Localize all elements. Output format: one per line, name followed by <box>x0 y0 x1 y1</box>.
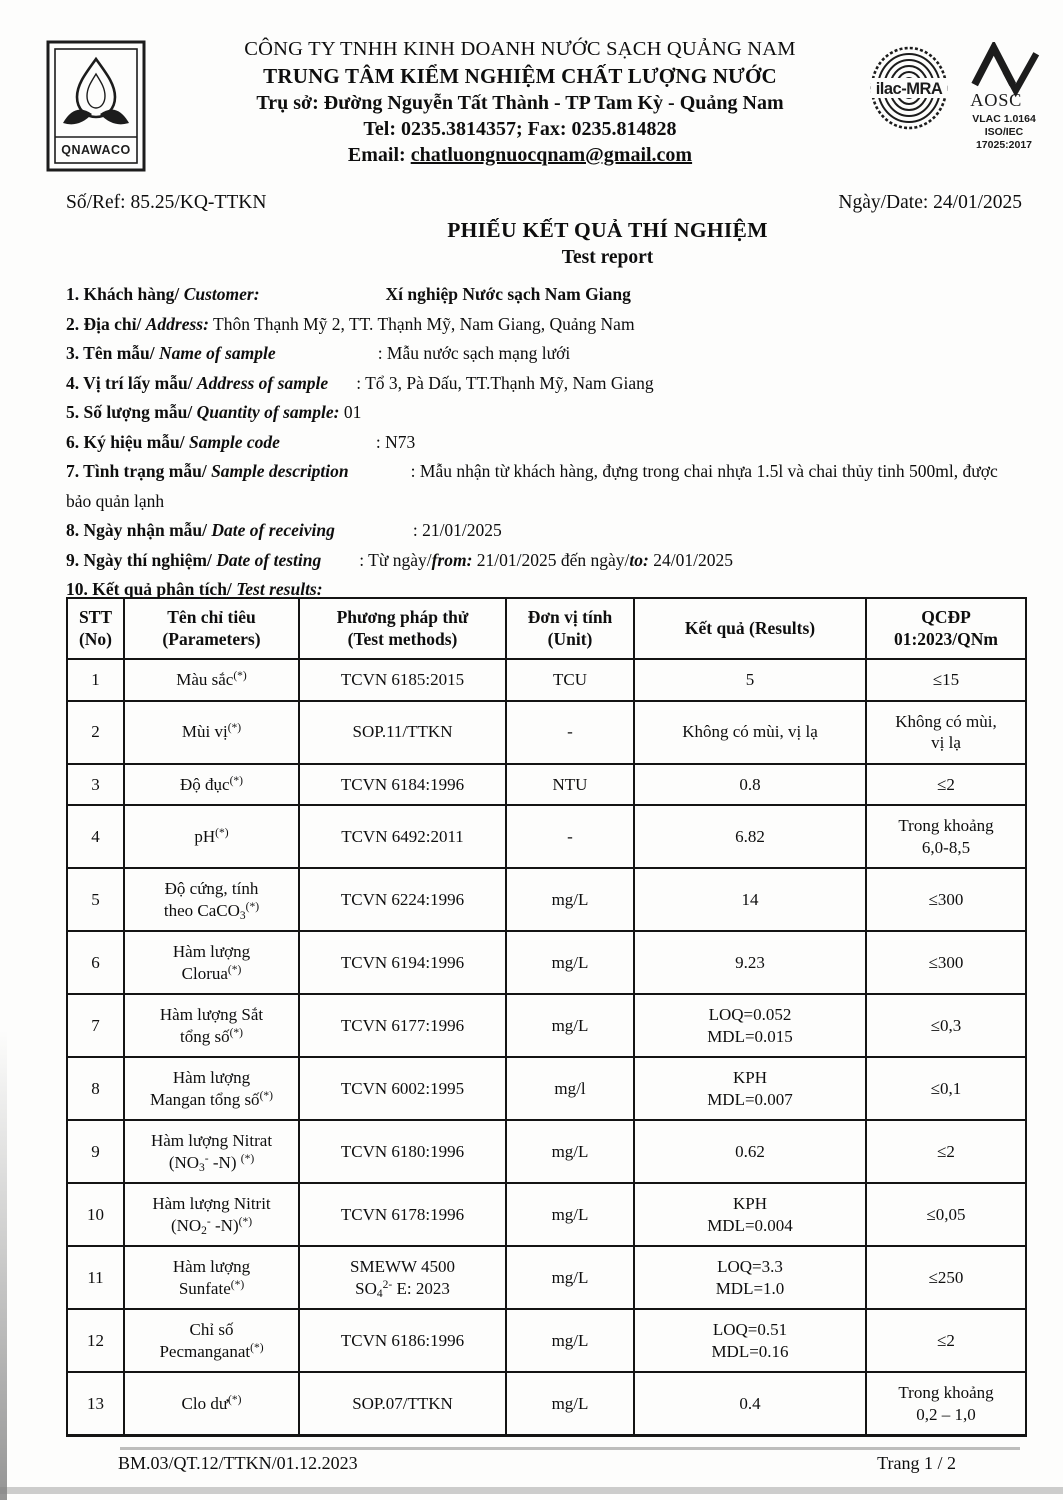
page-number: Trang 1 / 2 <box>877 1453 956 1473</box>
aosc-iso-standard: ISO/IEC 17025:2017 <box>975 126 1033 151</box>
cell-method: TCVN 6180:1996 <box>299 1120 506 1183</box>
cell-no: 7 <box>67 994 124 1057</box>
page-footer <box>118 1453 956 1474</box>
cell-method: TCVN 6185:2015 <box>299 659 506 701</box>
cell-unit: mg/L <box>506 994 634 1057</box>
header-no: STT (No) <box>67 598 124 659</box>
cell-parameter: Hàm lượng Sunfate(*) <box>124 1246 299 1309</box>
cell-parameter: Hàm lượng Nitrit ($NO_2^-$ -N)(*) <box>124 1183 299 1246</box>
scan-artifact-left <box>0 1030 7 1500</box>
letterhead <box>150 36 890 169</box>
center-name: TRUNG TÂM KIỂM NGHIỆM CHẤT LƯỢNG NƯỚC <box>263 64 777 88</box>
table-row <box>67 1309 1026 1372</box>
cell-no: 9 <box>67 1120 124 1183</box>
cell-no: 12 <box>67 1309 124 1372</box>
cell-method: TCVN 6177:1996 <box>299 994 506 1057</box>
cell-limit: Trong khoảng 0,2 – 1,0 <box>866 1372 1026 1436</box>
cell-method: TCVN 6224:1996 <box>299 868 506 931</box>
table-row <box>67 701 1026 764</box>
email-label: Email: <box>347 144 406 166</box>
cell-unit: TCU <box>506 659 634 701</box>
scan-artifact-bottom <box>0 1487 1063 1494</box>
info-address: 2. Địa chỉ/ Address: Thôn Thạnh Mỹ 2, TT. Thạnh Mỹ, Nam Giang, Quảng Nam <box>66 313 635 334</box>
cell-method: TCVN 6178:1996 <box>299 1183 506 1246</box>
cell-no: 5 <box>67 868 124 931</box>
table-row <box>67 1120 1026 1183</box>
table-row <box>67 994 1026 1057</box>
left-hand-icon <box>63 110 92 125</box>
cell-method: TCVN 6194:1996 <box>299 931 506 994</box>
cell-parameter: Hàm lượng Clorua(*) <box>124 931 299 994</box>
cell-result: 6.82 <box>634 805 866 868</box>
date-receiving-value: : 21/01/2025 <box>412 520 502 540</box>
info-sample-quantity: 5. Số lượng mẫu/ Quantity of sample: 01 <box>66 402 362 422</box>
table-row <box>67 1057 1026 1120</box>
cell-no: 1 <box>67 659 124 701</box>
cell-limit: ≤2 <box>866 764 1026 806</box>
cell-result: KPH MDL=0.007 <box>634 1057 866 1120</box>
ilac-mra-text: ilac-MRA <box>875 80 943 98</box>
results-table-body <box>67 659 1026 1436</box>
cell-result: KPH MDL=0.004 <box>634 1183 866 1246</box>
cell-no: 4 <box>67 805 124 868</box>
cell-limit: ≤2 <box>866 1120 1026 1183</box>
company-name: CÔNG TY TNHH KINH DOANH NƯỚC SẠCH QUẢNG NAM <box>244 38 796 60</box>
info-sample-name: 3. Tên mẫu/ Name of sample : Mẫu nước sạch mạng lưới <box>66 343 571 363</box>
cell-limit: ≤0,05 <box>866 1183 1026 1246</box>
qnawaco-emblem-icon <box>46 40 146 172</box>
cell-no: 6 <box>67 931 124 994</box>
cell-unit: mg/L <box>506 1120 634 1183</box>
aosc-vlac-number: VLAC 1.0164 <box>972 113 1036 125</box>
cell-unit: mg/L <box>506 1309 634 1372</box>
accreditation-logos <box>870 42 1050 157</box>
cell-parameter: Hàm lượng Nitrat ($NO_3^-$ -N) (*) <box>124 1120 299 1183</box>
ref-line <box>66 192 1022 214</box>
ilac-mra-icon <box>870 46 948 130</box>
cell-result: 0.4 <box>634 1372 866 1436</box>
cell-result: 9.23 <box>634 931 866 994</box>
cell-parameter: Chỉ số Pecmanganat(*) <box>124 1309 299 1372</box>
cell-no: 3 <box>67 764 124 806</box>
table-row <box>67 659 1026 701</box>
cell-limit: Trong khoảng 6,0-8,5 <box>866 805 1026 868</box>
info-date-receiving: 8. Ngày nhận mẫu/ Date of receiving : 21/01/2025 <box>66 520 502 540</box>
cell-parameter: Clo dư(*) <box>124 1372 299 1436</box>
aosc-logo <box>958 42 1050 152</box>
cell-parameter: Mùi vị(*) <box>124 701 299 764</box>
cell-method: TCVN 6002:1995 <box>299 1057 506 1120</box>
cell-unit: - <box>506 805 634 868</box>
customer-value: Xí nghiệp Nước sạch Nam Giang <box>385 284 631 304</box>
sample-code-value: : N73 <box>375 431 416 452</box>
table-row <box>67 931 1026 994</box>
qnawaco-logo <box>46 40 146 172</box>
results-table <box>66 597 1027 1437</box>
table-header-row <box>67 598 1026 659</box>
cell-unit: mg/L <box>506 868 634 931</box>
cell-result: 5 <box>634 659 866 701</box>
cell-method: SOP.07/TTKN <box>299 1372 506 1436</box>
cell-unit: NTU <box>506 764 634 806</box>
report-title: PHIẾU KẾT QUẢ THÍ NGHIỆM <box>447 218 768 242</box>
cell-result: 0.8 <box>634 764 866 806</box>
table-row <box>67 805 1026 868</box>
cell-unit: mg/l <box>506 1057 634 1120</box>
cell-method: TCVN 6492:2011 <box>299 805 506 868</box>
cell-result: 14 <box>634 868 866 931</box>
cell-limit: ≤300 <box>866 868 1026 931</box>
sample-description-value: : Mẫu nhận từ khách hàng, đựng trong chai nhựa 1.5l và chai thủy tinh 500ml, được bảo quản lạnh <box>66 461 998 511</box>
cell-method: SOP.11/TTKN <box>299 701 506 764</box>
aosc-text: AOSC <box>970 89 1023 108</box>
date-testing-value: : Từ ngày/from: 21/01/2025 đến ngày/to: 24/01/2025 <box>359 549 733 570</box>
table-row <box>67 1183 1026 1246</box>
cell-parameter: Màu sắc(*) <box>124 659 299 701</box>
cell-unit: - <box>506 701 634 764</box>
report-subtitle: Test report <box>561 247 654 268</box>
head-office-address: Trụ sở: Đường Nguyễn Tất Thành - TP Tam Kỳ - Quảng Nam <box>256 92 784 114</box>
cell-parameter: Hàm lượng Mangan tổng số(*) <box>124 1057 299 1120</box>
right-hand-icon <box>100 110 129 125</box>
tel-fax-line: Tel: 0235.3814357; Fax: 0235.814828 <box>363 118 677 140</box>
qnawaco-logo-text: QNAWACO <box>61 143 131 157</box>
cell-unit: mg/L <box>506 1246 634 1309</box>
table-row <box>67 1372 1026 1436</box>
info-customer: 1. Khách hàng/ Customer: Xí nghiệp Nước sạch Nam Giang <box>66 284 631 304</box>
cell-limit: Không có mùi, vị lạ <box>866 701 1026 764</box>
cell-no: 13 <box>67 1372 124 1436</box>
header-results: Kết quả (Results) <box>634 598 866 659</box>
email-line <box>150 142 890 169</box>
cell-parameter: pH(*) <box>124 805 299 868</box>
cell-no: 2 <box>67 701 124 764</box>
cell-unit: mg/L <box>506 931 634 994</box>
cell-result: LOQ=3.3 MDL=1.0 <box>634 1246 866 1309</box>
header-limit: QCĐP 01:2023/QNm <box>866 598 1026 659</box>
cell-no: 8 <box>67 1057 124 1120</box>
cell-unit: mg/L <box>506 1183 634 1246</box>
cell-parameter: Độ đục(*) <box>124 764 299 806</box>
address-value: Thôn Thạnh Mỹ 2, TT. Thạnh Mỹ, Nam Giang, Quảng Nam <box>213 313 635 334</box>
ilac-mra-logo <box>870 46 948 135</box>
sample-name-value: : Mẫu nước sạch mạng lưới <box>377 343 571 363</box>
cell-no: 11 <box>67 1246 124 1309</box>
cell-method: TCVN 6186:1996 <box>299 1309 506 1372</box>
cell-parameter: Độ cứng, tính theo CaCO$_3$(*) <box>124 868 299 931</box>
report-date: Ngày/Date: 24/01/2025 <box>838 192 1022 213</box>
cell-unit: mg/L <box>506 1372 634 1436</box>
aosc-mark-icon <box>958 42 1050 108</box>
table-row <box>67 868 1026 931</box>
info-sample-location: 4. Vị trí lấy mẫu/ Address of sample : Tổ 3, Pà Dấu, TT.Thạnh Mỹ, Nam Giang <box>66 372 654 393</box>
cell-result: LOQ=0.51 MDL=0.16 <box>634 1309 866 1372</box>
sample-quantity-value: 01 <box>343 402 362 422</box>
cell-limit: ≤0,3 <box>866 994 1026 1057</box>
info-results-heading: 10. Kết quả phân tích/ Test results: <box>66 579 323 599</box>
cell-no: 10 <box>67 1183 124 1246</box>
cell-method: SMEWW 4500 $SO_4^{2-}$ E: 2023 <box>299 1246 506 1309</box>
email-address: chatluongnuocqnam@gmail.com <box>410 144 693 166</box>
scan-artifact-table-shadow <box>120 1447 1020 1450</box>
cell-limit: ≤250 <box>866 1246 1026 1309</box>
cell-limit: ≤2 <box>866 1309 1026 1372</box>
info-date-testing: 9. Ngày thí nghiệm/ Date of testing : Từ ngày/from: 21/01/2025 đến ngày/to: 24/01/2025 <box>66 549 733 570</box>
form-code: BM.03/QT.12/TTKN/01.12.2023 <box>118 1453 358 1473</box>
header-test-methods: Phương pháp thử (Test methods) <box>299 598 506 659</box>
info-sample-description: 7. Tình trạng mẫu/ Sample description : Mẫu nhận từ khách hàng, đựng trong chai nhựa 1.5l và chai thủy tinh 500ml, được bảo quản lạnh <box>66 461 998 511</box>
cell-parameter: Hàm lượng Sắt tổng số(*) <box>124 994 299 1057</box>
cell-result: 0.62 <box>634 1120 866 1183</box>
cell-result: Không có mùi, vị lạ <box>634 701 866 764</box>
ref-number: Số/Ref: 85.25/KQ-TTKN <box>66 192 267 213</box>
cell-result: LOQ=0.052 MDL=0.015 <box>634 994 866 1057</box>
cell-method: TCVN 6184:1996 <box>299 764 506 806</box>
info-sample-code: 6. Ký hiệu mẫu/ Sample code : N73 <box>66 431 416 452</box>
header-parameters: Tên chỉ tiêu (Parameters) <box>124 598 299 659</box>
cell-limit: ≤300 <box>866 931 1026 994</box>
cell-limit: ≤0,1 <box>866 1057 1026 1120</box>
table-row <box>67 764 1026 806</box>
sample-location-value: : Tổ 3, Pà Dấu, TT.Thạnh Mỹ, Nam Giang <box>356 372 654 393</box>
cell-limit: ≤15 <box>866 659 1026 701</box>
header-unit: Đơn vị tính (Unit) <box>506 598 634 659</box>
sample-info-list <box>66 280 1024 605</box>
table-row <box>67 1246 1026 1309</box>
